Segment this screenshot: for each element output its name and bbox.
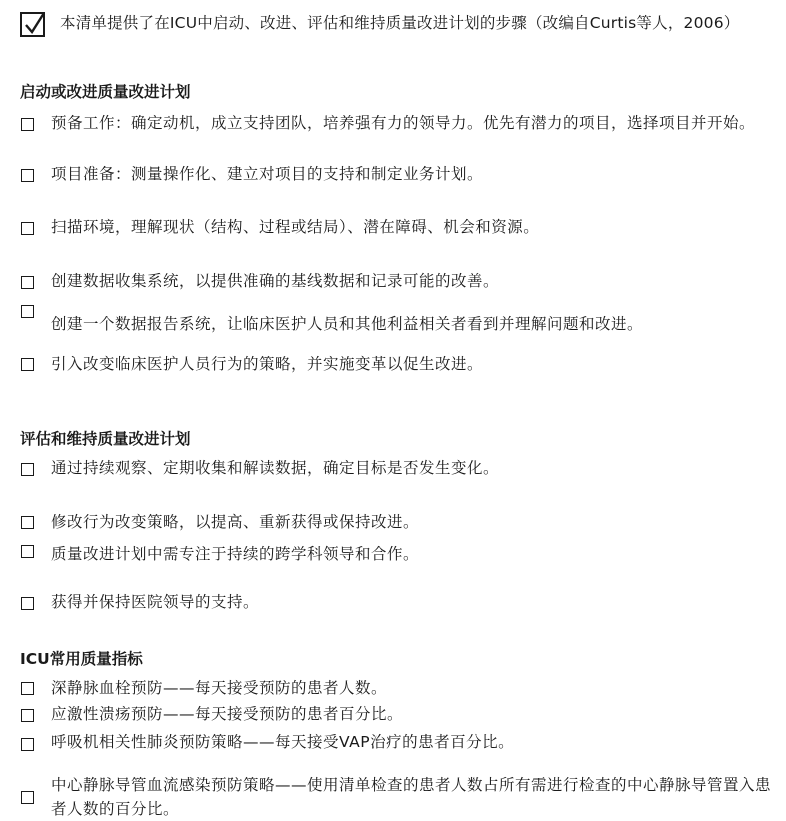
checklist-item: 创建一个数据报告系统，让临床医护人员和其他利益相关者看到并理解问题和改进。 <box>51 315 644 333</box>
section-heading-quality-indicators: ICU常用质量指标 <box>20 650 143 668</box>
checklist-item: 呼吸机相关性肺炎预防策略——每天接受VAP治疗的患者百分比。 <box>51 733 515 751</box>
intro-text: 本清单提供了在ICU中启动、改进、评估和维持质量改进计划的步骤（改编自Curtis等人，2006） <box>60 14 740 32</box>
checked-checkbox[interactable] <box>20 12 45 37</box>
checklist-item: 引入改变临床医护人员行为的策略，并实施变革以促生改进。 <box>51 355 484 373</box>
checklist-item: 应激性溃疡预防——每天接受预防的患者百分比。 <box>51 705 404 723</box>
checkbox[interactable] <box>21 222 34 235</box>
checklist-item: 修改行为改变策略，以提高、重新获得或保持改进。 <box>51 513 420 531</box>
checkbox[interactable] <box>21 682 34 695</box>
checkbox[interactable] <box>21 791 34 804</box>
checklist-item: 通过持续观察、定期收集和解读数据，确定目标是否发生变化。 <box>51 459 500 477</box>
checklist-item: 质量改进计划中需专注于持续的跨学科领导和合作。 <box>51 545 420 563</box>
checkbox[interactable] <box>21 709 34 722</box>
checkbox[interactable] <box>21 463 34 476</box>
checkbox[interactable] <box>21 597 34 610</box>
checkbox[interactable] <box>21 358 34 371</box>
checklist-item: 中心静脉导管血流感染预防策略——使用清单检查的患者人数占所有需进行检查的中心静脉导管置入患者人数的百分比。 <box>51 776 772 818</box>
checklist-item: 项目准备：测量操作化、建立对项目的支持和制定业务计划。 <box>51 165 484 183</box>
section-heading-evaluate-maintain: 评估和维持质量改进计划 <box>20 430 191 448</box>
checkbox[interactable] <box>21 545 34 558</box>
checkbox[interactable] <box>21 118 34 131</box>
checkmark-icon <box>23 10 47 38</box>
checkbox[interactable] <box>21 276 34 289</box>
checklist-item: 获得并保持医院领导的支持。 <box>51 593 260 611</box>
checklist-item: 预备工作：确定动机，成立支持团队，培养强有力的领导力。优先有潜力的项目，选择项目并开始。 <box>51 114 756 132</box>
checklist-item: 扫描环境，理解现状（结构、过程或结局）、潜在障碍、机会和资源。 <box>51 218 540 236</box>
checkbox[interactable] <box>21 169 34 182</box>
checklist-item: 深静脉血栓预防——每天接受预防的患者人数。 <box>51 679 388 697</box>
checkbox[interactable] <box>21 516 34 529</box>
checkbox[interactable] <box>21 738 34 751</box>
checklist-item: 创建数据收集系统，以提供准确的基线数据和记录可能的改善。 <box>51 272 500 290</box>
checkbox[interactable] <box>21 305 34 318</box>
section-heading-start-improve: 启动或改进质量改进计划 <box>20 83 191 101</box>
